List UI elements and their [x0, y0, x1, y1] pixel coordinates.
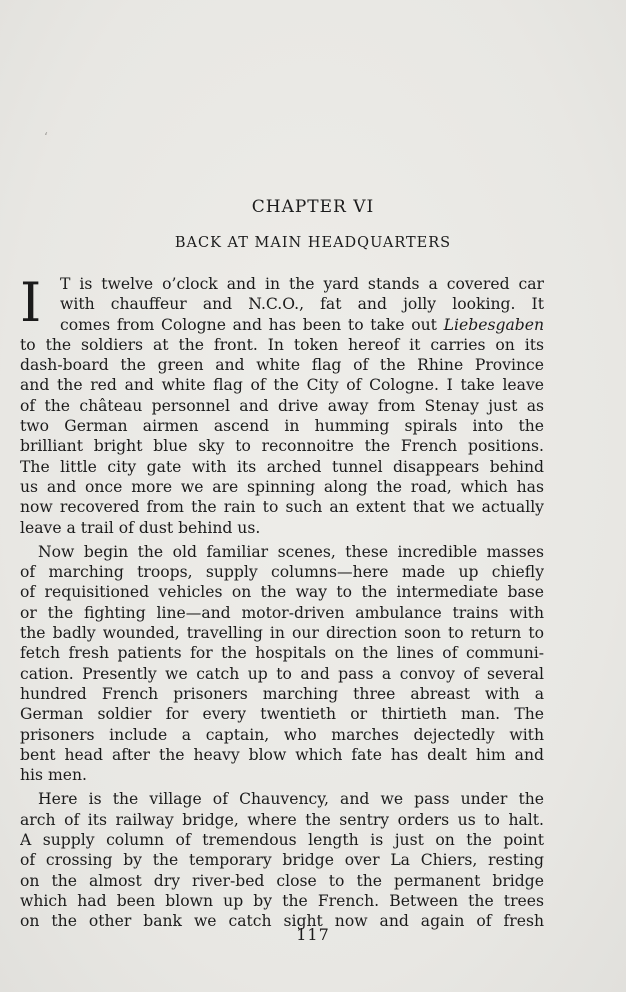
chapter-title: CHAPTER VI — [251, 197, 375, 217]
text-line: A supply column of tremendous length is just on the point — [20, 831, 544, 850]
show-through-text — [20, 38, 610, 61]
text-line: The little city gate with its arched tunnel disappears behind — [20, 457, 544, 476]
text-line: to the soldiers at the front. In token hereof it carries on its — [20, 335, 544, 354]
text-line: cation. Presently we catch up to and pass a convoy of several — [20, 664, 544, 683]
body-text — [20, 271, 544, 932]
text-line: or the fighting line—and motor-driven ambulance trains with — [20, 603, 544, 622]
text-line: Here is the village of Chauvency, and we pass under the — [38, 790, 544, 809]
text-line: fetch fresh patients for the hospitals on the lines of communi- — [20, 644, 544, 663]
text-line: us and once more we are spinning along the road, which has — [20, 477, 544, 496]
text-line: T is twelve o’clock and in the yard stands a covered car — [60, 275, 544, 293]
text-line: and the red and white flag of the City of Cologne. I take leave — [20, 376, 544, 395]
text-line: leave a trail of dust behind us. — [20, 518, 261, 537]
text-line: hundred French prisoners marching three abreast with a — [20, 684, 544, 703]
text-line: with chauffeur and N.C.O., fat and jolly looking. It — [60, 295, 544, 314]
text-line: German soldier for every twentieth or thirtieth man. The — [20, 705, 544, 724]
text-line: arch of its railway bridge, where the sentry orders us to halt. — [20, 810, 544, 829]
text-line: of crossing by the temporary bridge over La Chiers, resting — [20, 851, 544, 870]
page-mark: ‘ — [44, 130, 48, 144]
drop-cap: I — [20, 271, 42, 334]
text-line: his men. — [20, 766, 88, 785]
text-line: of requisitioned vehicles on the way to the intermediate base — [20, 583, 544, 602]
text-line: on the other bank we catch sight now and again of fresh — [20, 912, 544, 931]
text-line: prisoners include a captain, who marches dejectedly with — [20, 725, 544, 744]
italic-word: Liebesgaben — [443, 315, 544, 334]
text-line: dash-board the green and white flag of the Rhine Province — [20, 356, 544, 375]
text-line: comes from Cologne and has been to take out Liebesgaben — [60, 315, 544, 334]
text-line: brilliant bright blue sky to reconnoitre the French positions. — [20, 437, 544, 456]
page-number: 117 — [296, 925, 330, 944]
text-line: on the almost dry river-bed close to the permanent bridge — [20, 871, 544, 890]
text-line: Now begin the old familiar scenes, these incredible masses — [38, 542, 544, 561]
text-line: bent head after the heavy blow which fate has dealt him and — [20, 745, 544, 764]
text-line: which had been blown up by the French. Between the trees — [20, 891, 544, 910]
text-line: now recovered from the rain to such an extent that we actually — [20, 498, 544, 517]
chapter-subtitle: BACK AT MAIN HEADQUARTERS — [174, 235, 452, 251]
text-line: of marching troops, supply columns—here made up chiefly — [20, 563, 544, 582]
text-line: of the château personnel and drive away from Stenay just as — [20, 396, 544, 415]
text-line: the badly wounded, travelling in our direction soon to return to — [20, 624, 544, 643]
text-line: two German airmen ascend in humming spirals into the — [20, 417, 544, 436]
